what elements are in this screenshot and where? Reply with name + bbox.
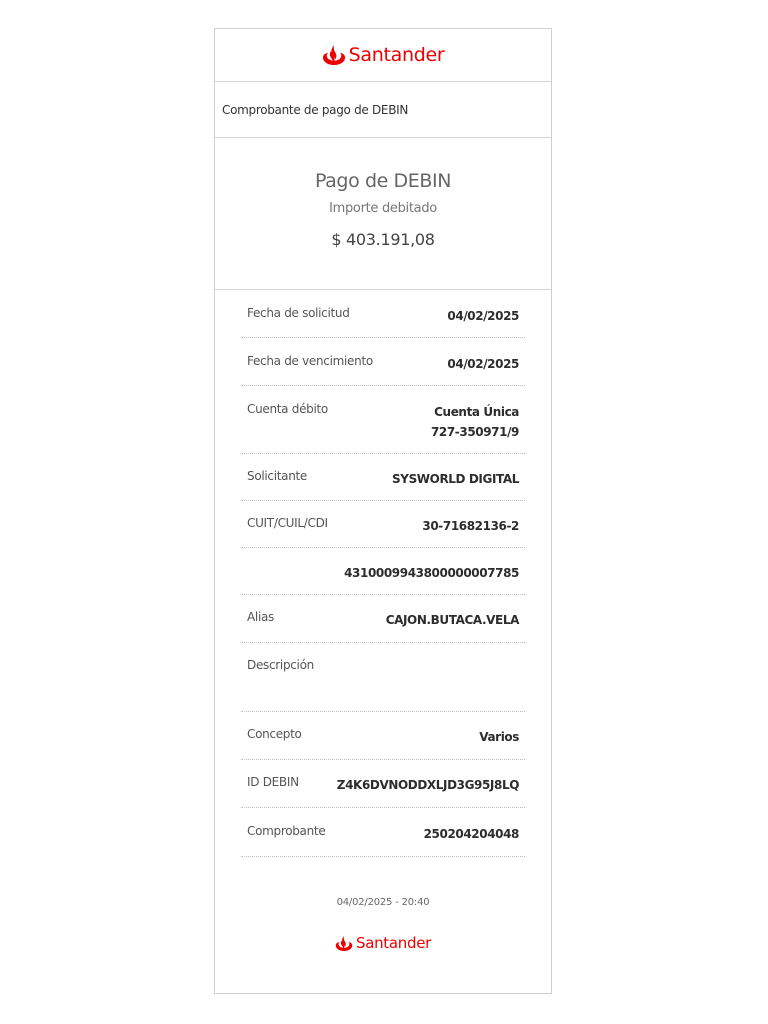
detail-value: 4310009943800000007785 bbox=[344, 566, 519, 580]
detail-row-cbu bbox=[241, 548, 525, 595]
detail-key: CUIT/CUIL/CDI bbox=[247, 516, 328, 530]
detail-key: Alias bbox=[247, 610, 274, 624]
detail-row-alias bbox=[241, 595, 525, 643]
detail-row-fecha-solicitud bbox=[241, 290, 525, 338]
detail-value: Z4K6DVNODDXLJD3G95J8LQ bbox=[336, 778, 519, 792]
santander-flame-icon bbox=[322, 44, 346, 66]
receipt-title: Comprobante de pago de DEBIN bbox=[215, 82, 551, 138]
detail-value: Varios bbox=[479, 730, 519, 744]
detail-key: Solicitante bbox=[247, 469, 308, 483]
detail-value bbox=[431, 402, 519, 442]
account-number: 727-350971/9 bbox=[430, 425, 519, 439]
payment-title: Pago de DEBIN bbox=[314, 170, 452, 192]
issue-datetime: 04/02/2025 - 20:40 bbox=[336, 897, 430, 908]
detail-row-comprobante bbox=[241, 808, 525, 857]
detail-row-solicitante bbox=[241, 454, 525, 501]
receipt bbox=[214, 28, 552, 994]
detail-key: Fecha de vencimiento bbox=[247, 354, 373, 368]
detail-row-descripcion bbox=[241, 643, 525, 712]
detail-row-cuenta-debito bbox=[241, 386, 525, 454]
detail-value: 04/02/2025 bbox=[447, 309, 519, 323]
detail-key: Cuenta débito bbox=[247, 402, 328, 416]
details-list bbox=[215, 290, 551, 857]
footer-logo bbox=[215, 934, 551, 952]
detail-row-cuit bbox=[241, 501, 525, 548]
brand-name: Santander bbox=[355, 934, 432, 952]
amount-label: Importe debitado bbox=[329, 201, 437, 216]
detail-value: CAJON.BUTACA.VELA bbox=[385, 613, 519, 627]
detail-row-fecha-vencimiento bbox=[241, 338, 525, 386]
detail-value: 30-71682136-2 bbox=[422, 519, 519, 533]
detail-value: 250204204048 bbox=[423, 827, 519, 841]
detail-key: Descripción bbox=[247, 658, 314, 672]
amount-value: $ 403.191,08 bbox=[331, 230, 435, 249]
santander-flame-icon bbox=[335, 935, 353, 952]
detail-key: Concepto bbox=[247, 727, 302, 741]
account-type: Cuenta Única bbox=[434, 405, 519, 419]
payment-summary bbox=[215, 138, 551, 290]
detail-row-concepto bbox=[241, 712, 525, 760]
brand-name: Santander bbox=[348, 44, 445, 66]
detail-key: ID DEBIN bbox=[247, 775, 299, 789]
detail-value: 04/02/2025 bbox=[447, 357, 519, 371]
detail-key: Fecha de solicitud bbox=[247, 306, 350, 320]
receipt-header bbox=[215, 29, 551, 82]
detail-value: SYSWORLD DIGITAL bbox=[392, 472, 519, 486]
detail-key: Comprobante bbox=[247, 824, 326, 838]
santander-logo bbox=[322, 44, 445, 66]
detail-row-id-debin bbox=[241, 760, 525, 808]
santander-logo-small bbox=[335, 934, 431, 952]
